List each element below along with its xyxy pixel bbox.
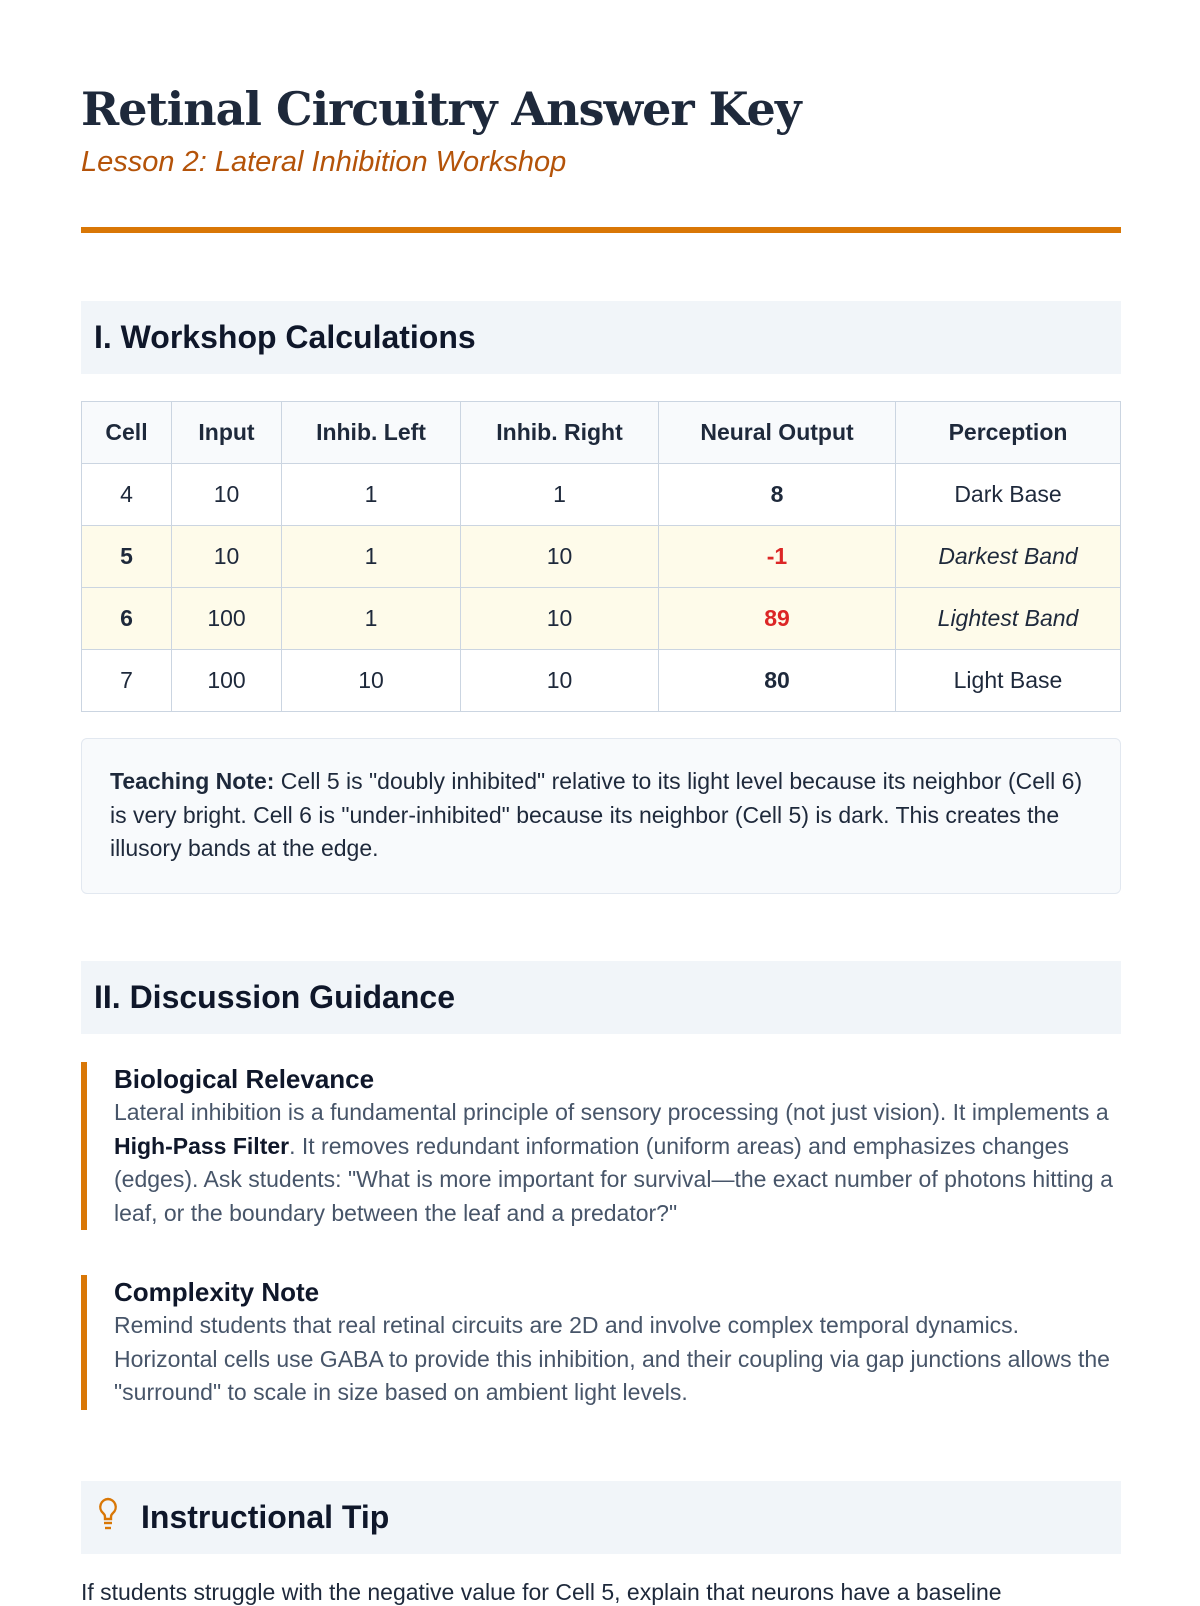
biological-relevance-card: [81, 1062, 1121, 1230]
lightbulb-icon: [97, 1497, 123, 1539]
page-title: Retinal Circuitry Answer Key: [81, 82, 801, 136]
inhib-right: 1: [461, 464, 659, 526]
inhib-right: 10: [461, 650, 659, 712]
header-divider: [81, 227, 1121, 233]
inhib-right: 10: [461, 588, 659, 650]
teaching-note: [81, 738, 1121, 894]
card-text-part: Lateral inhibition is a fundamental principle of sensory processing (not just vision). It implements a: [114, 1099, 1109, 1125]
cell-id: 7: [82, 650, 172, 712]
inhib-left: 1: [282, 464, 461, 526]
section-header-tip: [81, 1481, 1121, 1554]
neural-output: 89: [659, 588, 896, 650]
card-title: Complexity Note: [114, 1277, 320, 1307]
teaching-note-label: Teaching Note:: [110, 768, 275, 794]
column-header: Neural Output: [659, 402, 896, 464]
table-row: [82, 650, 1121, 712]
column-header: Inhib. Right: [461, 402, 659, 464]
perception: Lightest Band: [896, 588, 1121, 650]
teaching-note-text: Cell 5 is "doubly inhibited" relative to its light level because its neighbor (Cell 6) is very bright. Cell 6 is "under-inhibited" because its neighbor (Cell 5) is dark. This creates the illusory bands at the edge.: [110, 768, 1083, 861]
table-row-highlighted: [82, 526, 1121, 588]
neural-output: 80: [659, 650, 896, 712]
card-text: Remind students that real retinal circuits are 2D and involve complex temporal dynamics. Horizontal cells use GABA to provide this inhibition, and their coupling via gap junctions allows the "surround" to scale in size based on ambient light levels.: [114, 1312, 1110, 1405]
perception: Darkest Band: [896, 526, 1121, 588]
column-header: Perception: [896, 402, 1121, 464]
cell-id: 4: [82, 464, 172, 526]
table-row-highlighted: [82, 588, 1121, 650]
table-row: [82, 464, 1121, 526]
cell-id: 6: [82, 588, 172, 650]
card-title: Biological Relevance: [114, 1064, 375, 1094]
column-header: Cell: [82, 402, 172, 464]
complexity-note-card: [81, 1275, 1121, 1410]
input-value: 100: [172, 588, 282, 650]
card-text-part: . It removes redundant information (uniform areas) and emphasizes changes (edges). Ask students: "What is more important for survival—the exact number of photons hitting a leaf, or the boundary between the leaf and a predator?": [114, 1132, 1113, 1226]
input-value: 100: [172, 650, 282, 712]
inhib-right: 10: [461, 526, 659, 588]
inhib-left: 10: [282, 650, 461, 712]
section-header-calculations: I. Workshop Calculations: [81, 301, 1121, 374]
card-text: [114, 1096, 1121, 1230]
tip-title: Instructional Tip: [141, 1499, 390, 1535]
section-header-discussion: II. Discussion Guidance: [81, 961, 1121, 1034]
calculations-table: [81, 401, 1121, 712]
neural-output: 8: [659, 464, 896, 526]
page-subtitle: Lesson 2: Lateral Inhibition Workshop: [81, 146, 567, 178]
tip-text: If students struggle with the negative value for Cell 5, explain that neurons have a baseline: [81, 1579, 1002, 1605]
column-header: Input: [172, 402, 282, 464]
neural-output: -1: [659, 526, 896, 588]
inhib-left: 1: [282, 526, 461, 588]
input-value: 10: [172, 464, 282, 526]
column-header: Inhib. Left: [282, 402, 461, 464]
inhib-left: 1: [282, 588, 461, 650]
input-value: 10: [172, 526, 282, 588]
perception: Light Base: [896, 650, 1121, 712]
cell-id: 5: [82, 526, 172, 588]
perception: Dark Base: [896, 464, 1121, 526]
table-header-row: [82, 402, 1121, 464]
card-text-bold: High-Pass Filter: [114, 1132, 290, 1159]
